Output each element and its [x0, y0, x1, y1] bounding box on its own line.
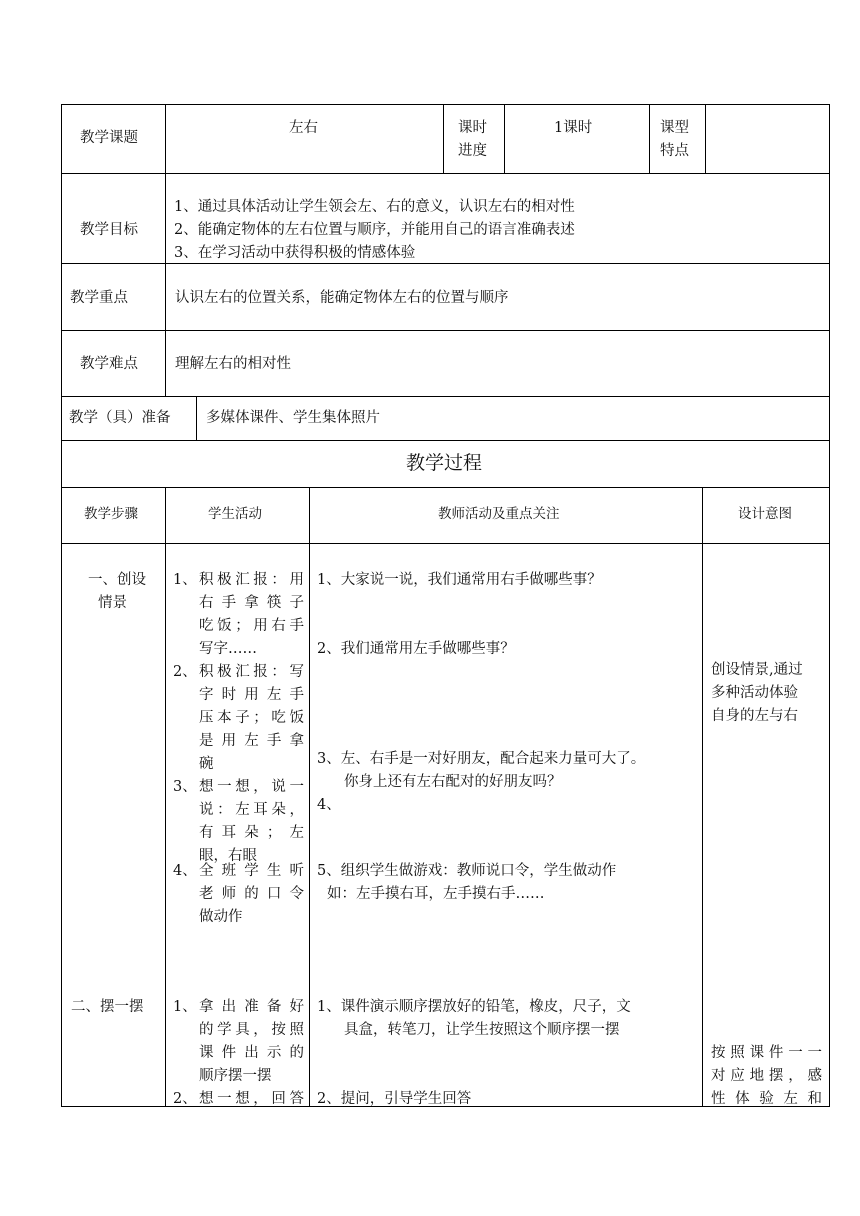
step1-teacher-2: 2、我们通常用左手做哪些事？: [317, 641, 515, 657]
col-header-teacher: 教师活动及重点关注: [438, 506, 560, 522]
type-label-line2: 特点: [660, 143, 689, 159]
progress-value: 1课时: [554, 120, 593, 136]
step1-intent-line1: 创设情景,通过: [711, 662, 803, 678]
step2-name: 二、摆一摆: [71, 999, 144, 1015]
step1-name-line1: 一、创设: [88, 572, 146, 588]
col-header-step: 教学步骤: [84, 506, 138, 522]
step1-teacher-3a: 3、左、右手是一对好朋友，配合起来力量可大了。: [317, 751, 646, 767]
key-points-value: 认识左右的位置关系，能确定物体左右的位置与顺序: [175, 290, 509, 306]
step1-teacher-5b: 如：左手摸右耳，左手摸右手……: [327, 886, 545, 902]
step1-name-line2: 情景: [98, 595, 127, 611]
col-header-intent: 设计意图: [738, 506, 792, 522]
objective-1: 1、通过具体活动让学生领会左、右的意义，认识左右的相对性: [174, 199, 575, 215]
objective-2: 2、能确定物体的左右位置与顺序，并能用自己的语言准确表述: [174, 222, 575, 238]
step1-intent-line2: 多种活动体验: [711, 685, 798, 701]
type-label-line1: 课型: [660, 120, 689, 136]
difficulty-value: 理解左右的相对性: [175, 356, 291, 372]
objectives-label: 教学目标: [80, 222, 138, 238]
process-title: 教学过程: [406, 452, 483, 474]
topic-label: 教学课题: [80, 130, 138, 146]
progress-label-line2: 进度: [458, 143, 487, 159]
objective-3: 3、在学习活动中获得积极的情感体验: [174, 245, 416, 261]
col-header-student: 学生活动: [208, 506, 262, 522]
step2-intent: 按照课件一一 对应地摆，感 性体验左和: [711, 1045, 822, 1107]
step1-teacher-4: 4、: [317, 797, 341, 813]
step1-teacher-1: 1、大家说一说，我们通常用右手做哪些事？: [317, 572, 602, 588]
preparation-value: 多媒体课件、学生集体照片: [206, 410, 380, 426]
step1-teacher-5a: 5、组织学生做游戏：教师说口令，学生做动作: [317, 863, 617, 879]
progress-label-line1: 课时: [458, 120, 487, 136]
step1-intent-line3: 自身的左与右: [711, 708, 798, 724]
difficulty-label: 教学难点: [80, 356, 138, 372]
topic-value: 左右: [289, 120, 318, 136]
step2-teacher-1b: 具盒，转笔刀，让学生按照这个顺序摆一摆: [344, 1022, 620, 1038]
step2-teacher-2: 2、提问，引导学生回答: [317, 1091, 472, 1107]
key-points-label: 教学重点: [70, 290, 128, 306]
step1-teacher-3b: 你身上还有左右配对的好朋友吗？: [344, 774, 562, 790]
step2-teacher-1a: 1、课件演示顺序摆放好的铅笔，橡皮，尺子，文: [317, 999, 631, 1015]
preparation-label: 教学（具）准备: [69, 410, 171, 426]
